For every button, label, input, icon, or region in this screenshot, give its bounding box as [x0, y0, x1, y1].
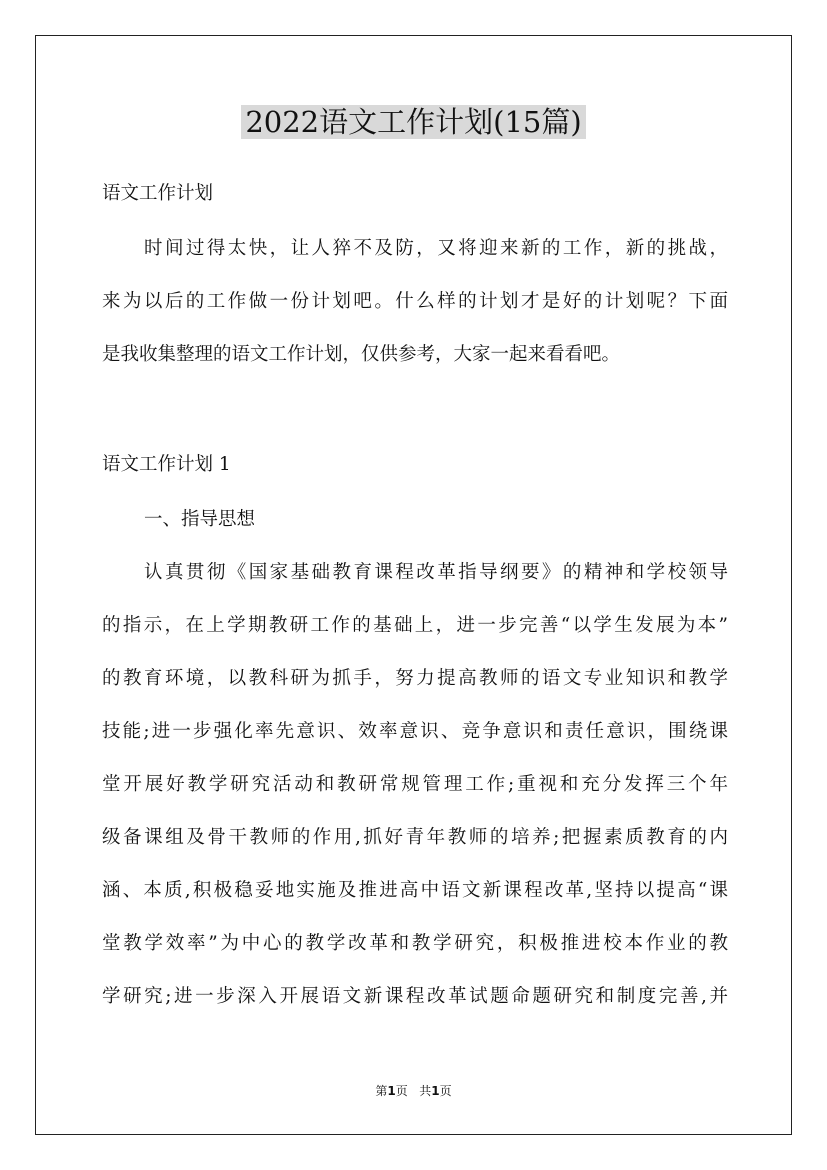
intro-line: 是我收集整理的语文工作计划，仅供参考，大家一起来看看吧。 [102, 344, 621, 365]
sub-heading: 一、指导思想 [144, 509, 256, 530]
document-title [0, 100, 827, 144]
intro-line: 时间过得太快，让人猝不及防，又将迎来新的工作，新的挑战， [144, 238, 728, 259]
body-line: 堂开展好教学研究活动和教研常规管理工作;重视和充分发挥三个年 [102, 774, 728, 795]
footer-page-number: 1 [387, 1084, 396, 1098]
body-line: 技能;进一步强化率先意识、效率意识、竞争意识和责任意识，围绕课 [102, 721, 728, 742]
body-line: 级备课组及骨干教师的作用,抓好青年教师的培养;把握素质教育的内 [102, 827, 728, 848]
body-line: 堂教学效率”为中心的教学改革和教学研究，积极推进校本作业的教 [102, 933, 728, 954]
body-line: 的指示，在上学期教研工作的基础上，进一步完善“以学生发展为本” [102, 615, 728, 636]
footer-total-suffix: 页 [439, 1084, 452, 1098]
body-line: 认真贯彻《国家基础教育课程改革指导纲要》的精神和学校领导 [144, 562, 728, 583]
section-heading: 语文工作计划 [102, 183, 214, 204]
footer-page-suffix: 页 [395, 1084, 408, 1098]
footer-page-prefix: 第 [375, 1084, 388, 1098]
title-highlight: 2022语文工作计划(15篇) [241, 105, 585, 139]
body-line: 涵、本质,积极稳妥地实施及推进高中语文新课程改革,坚持以提高“课 [102, 880, 728, 901]
body-line: 学研究;进一步深入开展语文新课程改革试题命题研究和制度完善,并 [102, 986, 728, 1007]
body-line: 的教育环境，以教科研为抓手，努力提高教师的语文专业知识和教学 [102, 668, 728, 689]
footer-total-prefix: 共 [419, 1084, 432, 1098]
intro-line: 来为以后的工作做一份计划吧。什么样的计划才是好的计划呢？下面 [102, 291, 728, 312]
footer-total-number: 1 [431, 1084, 440, 1098]
plan-heading: 语文工作计划 1 [102, 454, 231, 475]
page-footer [0, 1082, 827, 1100]
